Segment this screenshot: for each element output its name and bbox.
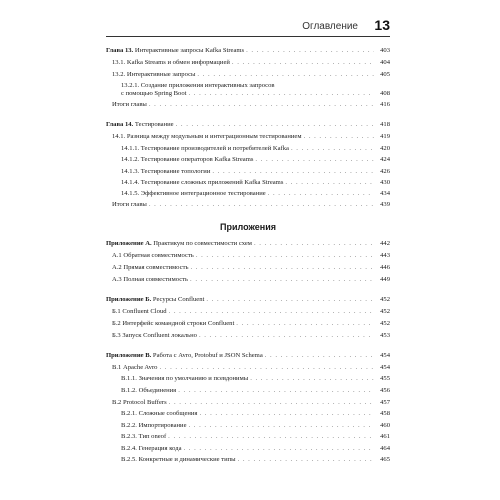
toc-entry-text: В.2 Protocol Buffers (112, 399, 167, 406)
toc-entry (121, 387, 390, 399)
toc-page: 434 (380, 190, 390, 197)
toc-page: 403 (380, 47, 390, 54)
running-title: Оглавление (302, 21, 358, 32)
leader-dots (246, 47, 374, 55)
toc-entry-text: Б.3 Запуск Confluent локально (112, 332, 197, 339)
appendix-title: Работа с Avro, Protobuf и JSON Schema (151, 352, 263, 359)
toc-page: 456 (380, 387, 390, 394)
toc-entry (112, 201, 390, 213)
toc-appendix-b (106, 296, 390, 308)
toc-page: 405 (380, 71, 390, 78)
toc-entry-text: В.2.1. Сложные сообщения (121, 410, 198, 417)
toc-entry-text: 14.1.5. Эффективное интеграционное тестирование (121, 190, 266, 197)
toc-entry (112, 332, 390, 344)
toc-entry-text: 13.2. Интерактивные запросы (112, 71, 196, 78)
page-header (106, 18, 390, 37)
toc-page: 455 (380, 375, 390, 382)
toc-page: 452 (380, 320, 390, 327)
toc-entry-text: В.2.4. Генерация кода (121, 445, 182, 452)
toc-page: 426 (380, 168, 390, 175)
toc-entry-text: В.1.1. Значения по умолчанию и псевдонимы (121, 375, 249, 382)
toc-page: 465 (380, 456, 390, 463)
toc-entry-text: Итоги главы (112, 201, 147, 208)
toc-page: 452 (380, 308, 390, 315)
toc-entry (112, 264, 390, 276)
toc-entry-text: А.3 Полная совместимость (112, 276, 189, 283)
toc-page: 458 (380, 410, 390, 417)
leader-dots (190, 264, 374, 272)
toc-chapter-14 (106, 121, 390, 133)
toc-entry (112, 59, 390, 71)
leader-dots (169, 308, 374, 316)
leader-dots (254, 240, 374, 248)
toc-entry-text: А.2 Прямая совместимость (112, 264, 189, 271)
toc-entry (121, 156, 390, 168)
toc-page: 430 (380, 179, 390, 186)
toc-entry-text: Б.2 Интерфейс командной строки Confluent (112, 320, 235, 327)
toc-entry-text: В.1.2. Объединения (121, 387, 177, 394)
leader-dots (291, 145, 374, 153)
toc-entry-text: 14.1.1. Тестирование производителей и потребителей Kafka (121, 145, 289, 152)
toc-page: 460 (380, 422, 390, 429)
leader-dots (176, 121, 374, 129)
toc-entry (112, 320, 390, 332)
page-number: 13 (374, 17, 390, 33)
toc-page: 461 (380, 433, 390, 440)
section-heading: Приложения (220, 222, 276, 232)
toc-appendix-v (106, 352, 390, 364)
toc-page: 419 (380, 133, 390, 140)
toc-page: 452 (380, 296, 390, 303)
appendix-title: Практикум по совместимости схем (151, 240, 252, 247)
leader-dots (189, 422, 375, 430)
toc-page: 453 (380, 332, 390, 339)
appendix-title: Ресурсы Confluent (151, 296, 205, 303)
leader-dots (149, 101, 374, 109)
chapter-label: Глава 13. (106, 47, 134, 54)
toc-entry (121, 433, 390, 445)
toc-entry-text: Итоги главы (112, 101, 147, 108)
toc-page: 416 (380, 101, 390, 108)
toc-entry-text: В.2.2. Импортирование (121, 422, 187, 429)
toc-chapter-13 (106, 47, 390, 59)
toc-entry-text: 14.1. Разница между модульным и интеграционным тестированием (112, 133, 302, 140)
toc-entry (112, 308, 390, 320)
toc-entry (112, 252, 390, 264)
leader-dots (190, 276, 374, 284)
leader-dots (169, 399, 374, 407)
toc-entry-text: 14.1.2. Тестирование операторов Kafka Streams (121, 156, 254, 163)
leader-dots (236, 320, 374, 328)
toc-page: 449 (380, 276, 390, 283)
leader-dots (159, 364, 374, 372)
leader-dots (285, 179, 374, 187)
toc-entry (112, 276, 390, 288)
toc-entry-text: В.1 Apache Avro (112, 364, 158, 371)
toc-entry (121, 456, 390, 468)
leader-dots (184, 445, 375, 453)
chapter-title: Интерактивные запросы Kafka Streams (133, 47, 245, 54)
leader-dots (268, 190, 374, 198)
chapter-label: Глава 14. (106, 121, 134, 128)
toc-entry-text: 14.1.4. Тестирование сложных приложений Kafka Streams (121, 179, 284, 186)
toc-page: 454 (380, 352, 390, 359)
leader-dots (197, 71, 374, 79)
leader-dots (168, 433, 374, 441)
leader-dots (188, 90, 374, 98)
toc-page: 404 (380, 59, 390, 66)
toc-entry-text: 13.2.1. Создание приложения интерактивных запросов (121, 82, 275, 89)
toc-entry (112, 101, 390, 113)
toc-page: 464 (380, 445, 390, 452)
leader-dots (206, 296, 374, 304)
toc-appendix-a (106, 240, 390, 252)
toc-entry-text: Б.1 Confluent Cloud (112, 308, 167, 315)
toc-entry-text: 13.1. Kafka Streams и обмен информацией (112, 59, 230, 66)
appendix-label: Приложение Б. (106, 296, 152, 303)
toc-entry (121, 82, 390, 98)
toc-entry-text: В.2.5. Конкретные и динамические типы (121, 456, 236, 463)
leader-dots (232, 59, 374, 67)
toc-entry-text-cont: с помощью Spring Boot (121, 90, 187, 97)
toc-entry-text: 14.1.3. Тестирование топологии (121, 168, 211, 175)
leader-dots (178, 387, 374, 395)
toc-page: 424 (380, 156, 390, 163)
toc-entry (112, 133, 390, 145)
leader-dots (199, 332, 374, 340)
toc-page: 442 (380, 240, 390, 247)
leader-dots (199, 410, 374, 418)
toc-page: 418 (380, 121, 390, 128)
toc-page: 443 (380, 252, 390, 259)
appendix-label: Приложение А. (106, 240, 152, 247)
toc-page: 457 (380, 399, 390, 406)
toc-page: 446 (380, 264, 390, 271)
chapter-title: Тестирование (133, 121, 174, 128)
toc-page: 408 (380, 90, 390, 97)
appendix-label: Приложение В. (106, 352, 152, 359)
toc-entry-text: А.1 Обратная совместимость (112, 252, 194, 259)
toc-page: 420 (380, 145, 390, 152)
leader-dots (255, 156, 374, 164)
toc-page: 439 (380, 201, 390, 208)
leader-dots (250, 375, 374, 383)
leader-dots (212, 168, 374, 176)
leader-dots (238, 456, 374, 464)
toc-entry (121, 410, 390, 422)
leader-dots (196, 252, 374, 260)
toc-page: 454 (380, 364, 390, 371)
leader-dots (304, 133, 374, 141)
toc-entry (121, 375, 390, 387)
toc-entry-text: В.2.3. Тип oneof (121, 433, 167, 440)
leader-dots (265, 352, 374, 360)
leader-dots (149, 201, 374, 209)
